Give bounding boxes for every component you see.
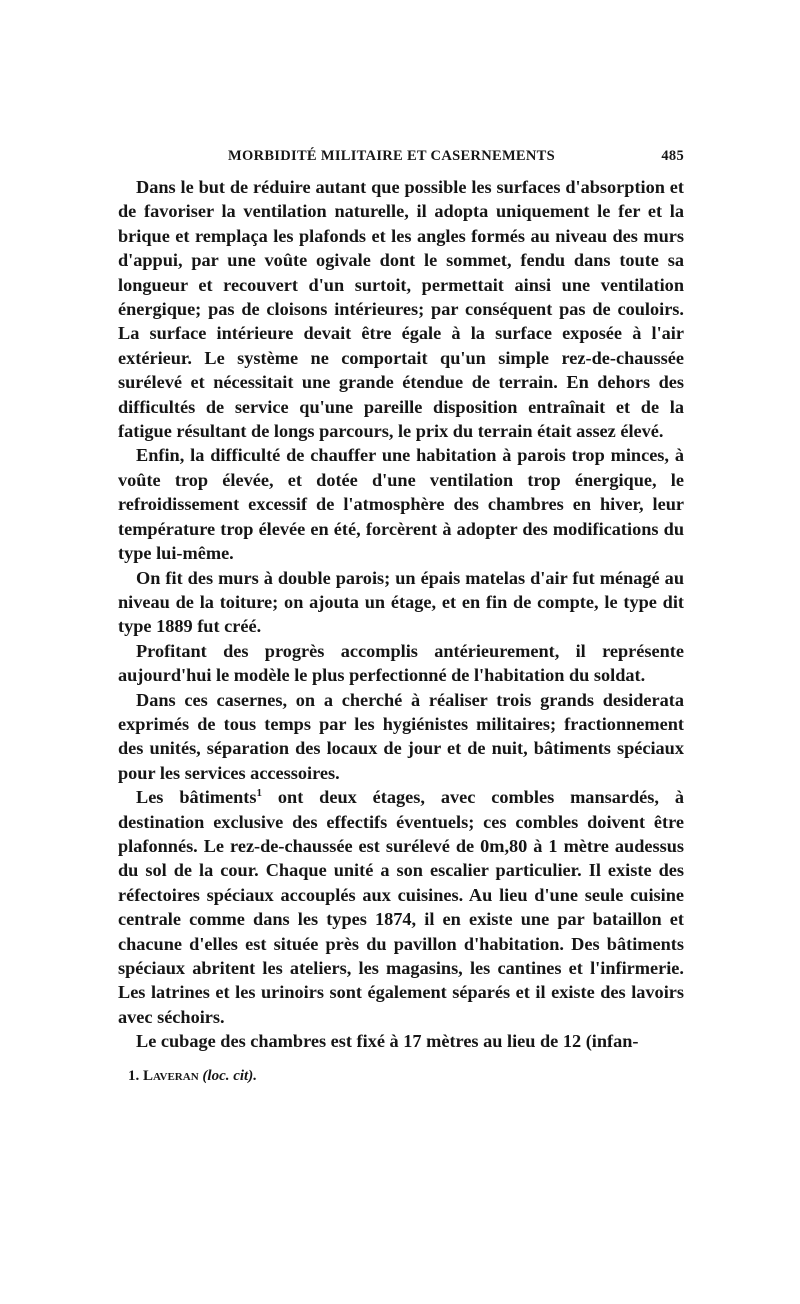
footnote-citation: (loc. cit).	[202, 1067, 257, 1084]
footnote-author: Laveran	[143, 1067, 199, 1084]
running-title: MORBIDITÉ MILITAIRE ET CASERNEMENTS	[228, 148, 556, 164]
paragraph-5: Dans ces casernes, on a cherché à réaliser trois grands desiderata exprimés de tous temps par les hygiénistes militaires; fractionnement des unités, séparation des locaux de jour et de nuit, bâtiments spéciaux pour les services accessoires.	[118, 689, 684, 783]
paragraph-6	[118, 785, 684, 1029]
running-head	[118, 148, 684, 170]
footnote	[128, 1068, 684, 1085]
paragraph-2: Enfin, la difficulté de chauffer une habitation à parois trop minces, à voûte trop élevée, et dotée d'une ventilation trop énergique, le refroidissement excessif de l'atmosphère des chambres en hiver, leur température trop élevée en été, forcèrent à adopter des modifications du type lui-même.	[118, 445, 684, 564]
paragraph-1: Dans le but de réduire autant que possible les surfaces d'absorption et de favoriser la ventilation naturelle, il adopta uniquement le fer et la brique et remplaça les plafonds et les angles formés au niveau des murs d'appui, par une voûte ogivale dont le sommet, fendu dans toute sa longueur et recouvert d'un surtoit, permettait ainsi une ventilation énergique; pas de cloisons intérieures; par conséquent pas de couloirs. La surface intérieure devait être égale à la surface exposée à l'air extérieur. Le système ne comportait qu'un simple rez-de-chaussée surélevé et nécessitait une grande étendue de terrain. En dehors des difficultés de service qu'une pareille disposition entraînait et de la fatigue résultant de longs parcours, le prix du terrain était assez élevé.	[118, 177, 684, 442]
book-page	[118, 148, 684, 1085]
paragraph-4: Profitant des progrès accomplis antérieurement, il représente aujourd'hui le modèle le plus perfectionné de l'habitation du soldat.	[118, 640, 684, 686]
page-number: 485	[661, 148, 684, 164]
paragraph-3: On fit des murs à double parois; un épais matelas d'air fut ménagé au niveau de la toiture; on ajouta un étage, et en fin de compte, le type dit type 1889 fut créé.	[118, 567, 684, 637]
footnote-number: 1.	[128, 1067, 140, 1084]
paragraph-7: Le cubage des chambres est fixé à 17 mètres au lieu de 12 (infan-	[136, 1031, 639, 1052]
paragraph-6-lead: Les bâtiments	[136, 787, 257, 808]
body-text	[118, 175, 684, 1054]
paragraph-6-rest: ont deux étages, avec combles mansardés, à destination exclusive des effectifs éventuels; ces combles doivent être plafonnés. Le rez-de-chaussée est surélevé de 0m,80 à 1 mètre audessus du sol de la cour. Chaque unité a son escalier particulier. Il existe des réfectoires spéciaux accouplés aux cuisines. Au lieu d'une seule cuisine centrale comme dans les types 1874, il en existe une par bataillon et chacune d'elles est située près du pavillon d'habitation. Des bâtiments spéciaux abritent les ateliers, les magasins, les cantines et l'infirmerie. Les latrines et les urinoirs sont également séparés et il existe des lavoirs avec séchoirs.	[118, 787, 684, 1027]
footnote-reference: 1	[256, 787, 262, 800]
